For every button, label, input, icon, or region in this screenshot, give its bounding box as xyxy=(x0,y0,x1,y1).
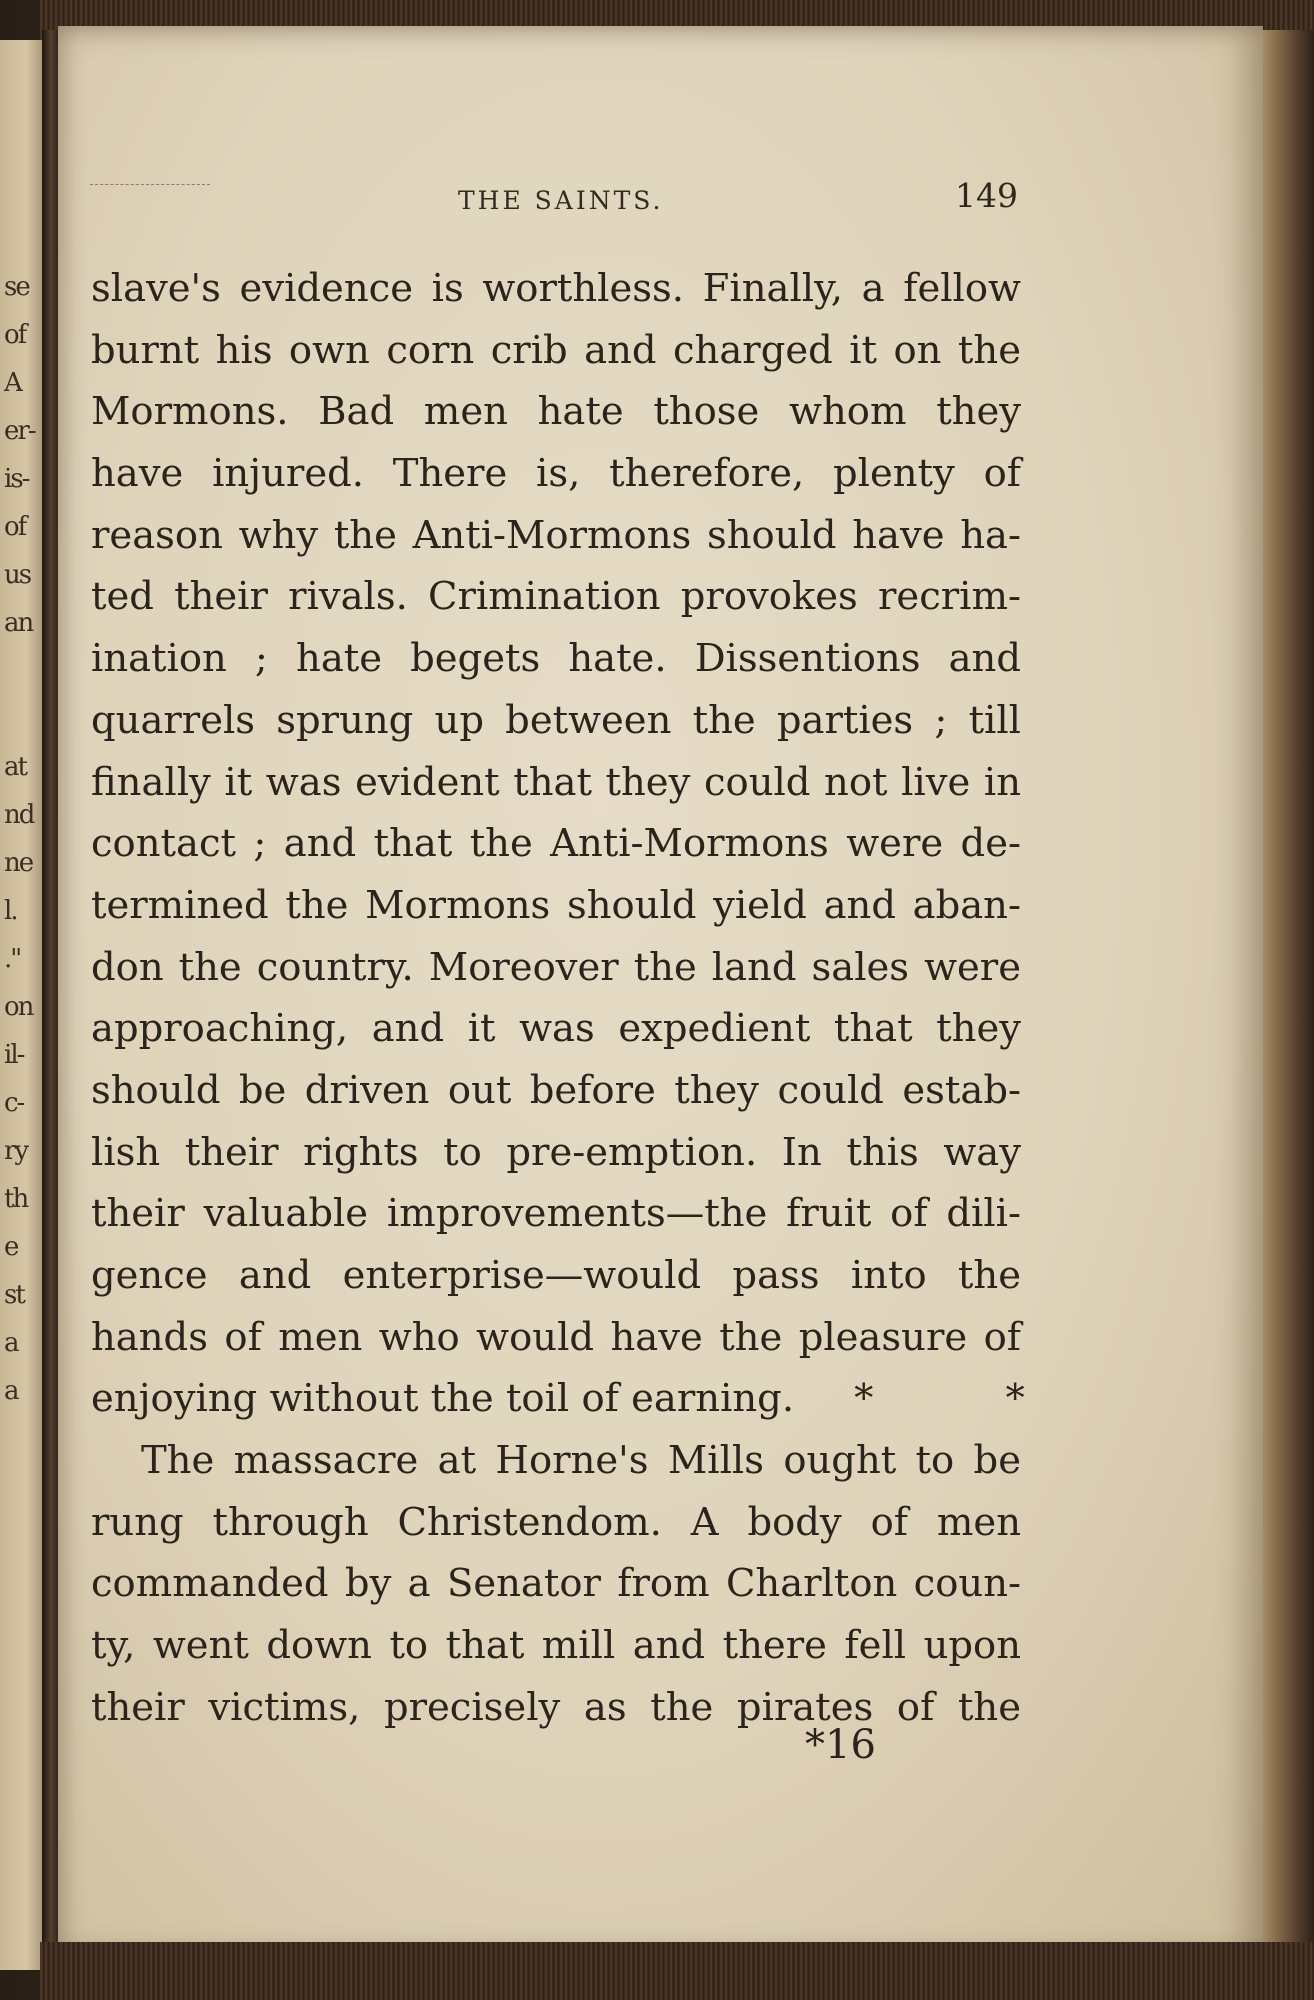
prev-page-fragment: il- xyxy=(4,1040,24,1070)
text-line: don the country. Moreover the land sales were xyxy=(91,944,1021,990)
prev-page-fragment: er- xyxy=(4,416,35,446)
prev-page-fragment: a xyxy=(4,1376,18,1406)
text-line: commanded by a Senator from Charlton coun- xyxy=(91,1561,1021,1607)
text-line: gence and enterprise—would pass into the xyxy=(91,1253,1021,1298)
prev-page-fragment: nd xyxy=(4,800,34,830)
text-line: ty, went down to that mill and there fell upon xyxy=(91,1623,1021,1669)
text-line: finally it was evident that they could not live in xyxy=(91,759,1021,805)
text-line: slave's evidence is worthless. Finally, a fellow xyxy=(91,266,1021,311)
text-line: enjoying without the toil of earning. xyxy=(91,1376,795,1422)
text-line: rung through Christendom. A body of men xyxy=(91,1499,1021,1545)
prev-page-fragment: of xyxy=(4,320,26,350)
text-line: their victims, precisely as the pirates of the xyxy=(91,1684,1021,1730)
text-line: hands of men who would have the pleasure of xyxy=(91,1314,1021,1360)
prev-page-fragment: on xyxy=(4,992,33,1022)
text-line: reason why the Anti-Mormons should have ha- xyxy=(91,512,1021,558)
text-line: ted their rivals. Crimination provokes recrim- xyxy=(91,574,1021,620)
prev-page-fragment: A xyxy=(4,368,21,398)
body-text xyxy=(91,258,1085,1739)
text-line: burnt his own corn crib and charged it on the xyxy=(91,327,1021,373)
text-line: have injured. There is, therefore, plenty of xyxy=(91,451,1021,497)
text-line: should be driven out before they could estab- xyxy=(91,1067,1021,1113)
text-line: their valuable improvements—the fruit of dili- xyxy=(91,1191,1021,1237)
prev-page-fragment: at xyxy=(4,752,26,782)
text-line: contact ; and that the Anti-Mormons were de- xyxy=(91,821,1021,867)
prev-page-fragment: c- xyxy=(4,1088,24,1118)
header-rule xyxy=(90,184,210,185)
text-line: Mormons. Bad men hate those whom they xyxy=(91,389,1021,435)
section-stars: * * xyxy=(854,1376,1085,1422)
text-line: termined the Mormons should yield and aban- xyxy=(91,882,1021,928)
prev-page-fragment: is- xyxy=(4,464,29,494)
prev-page-fragment: e xyxy=(4,1232,18,1262)
prev-page-fragment: a xyxy=(4,1328,18,1358)
prev-page-fragment: l. xyxy=(4,896,17,926)
prev-page-fragment: ." xyxy=(4,944,21,974)
running-head: THE SAINTS. xyxy=(458,186,664,215)
prev-page-fragment: of xyxy=(4,512,26,542)
cover-cloth-bottom xyxy=(40,1942,1314,2000)
page-number: 149 xyxy=(955,176,1018,215)
prev-page-fragment: ry xyxy=(4,1136,28,1166)
prev-page-fragment: us xyxy=(4,560,31,590)
prev-page-fragment: an xyxy=(4,608,33,638)
prev-page-fragment: st xyxy=(4,1280,24,1310)
text-line: approaching, and it was expedient that they xyxy=(91,1006,1021,1052)
previous-page-edge xyxy=(0,40,44,1970)
signature-mark: *16 xyxy=(805,1722,876,1768)
text-line: quarrels sprung up between the parties ; till xyxy=(91,697,1021,743)
text-line: lish their rights to pre-emption. In this way xyxy=(91,1129,1021,1175)
prev-page-fragment: se xyxy=(4,272,29,302)
text-line: The massacre at Horne's Mills ought to be xyxy=(141,1438,1021,1484)
prev-page-fragment: th xyxy=(4,1184,28,1214)
prev-page-fragment: ne xyxy=(4,848,33,878)
text-line: ination ; hate begets hate. Dissentions and xyxy=(91,636,1021,682)
text-line-with-stars xyxy=(91,1368,1085,1430)
